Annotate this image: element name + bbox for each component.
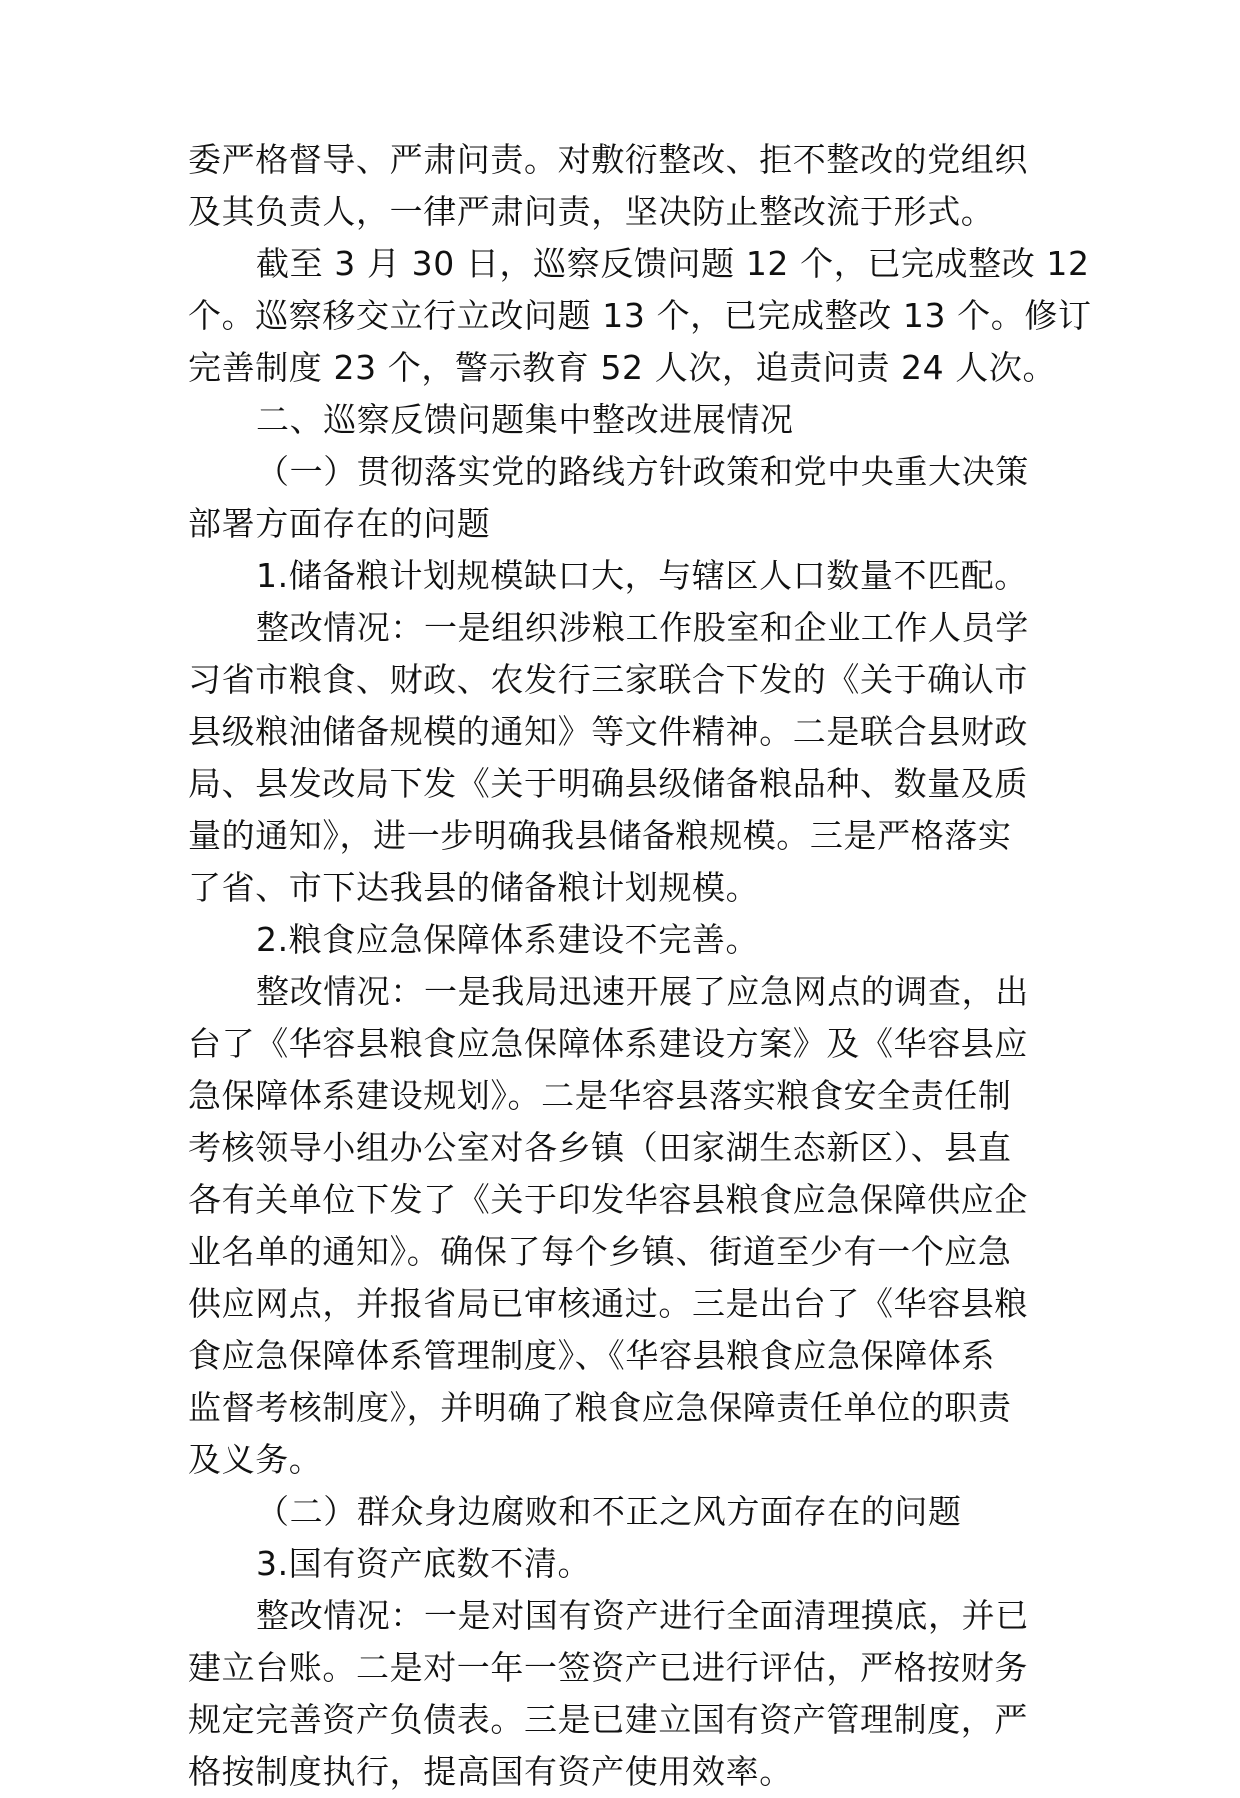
body-line: 格按制度执行，提高国有资产使用效率。 [188, 1752, 793, 1791]
paragraph-start-line: 整改情况：一是对国有资产进行全面清理摸底，并已 [256, 1596, 1029, 1635]
body-line: 考核领导小组办公室对各乡镇（田家湖生态新区）、县直 [188, 1128, 1012, 1167]
body-line: 急保障体系建设规划》。二是华容县落实粮食安全责任制 [188, 1076, 1012, 1115]
issue-title: 1.储备粮计划规模缺口大，与辖区人口数量不匹配。 [256, 556, 1028, 595]
body-line: 及义务。 [188, 1440, 323, 1479]
body-line: 监督考核制度》，并明确了粮食应急保障责任单位的职责 [188, 1388, 1012, 1427]
body-line: 习省市粮食、财政、农发行三家联合下发的《关于确认市 [188, 660, 1028, 699]
body-line: 规定完善资产负债表。三是已建立国有资产管理制度，严 [188, 1700, 1028, 1739]
body-line: 供应网点，并报省局已审核通过。三是出台了《华容县粮 [188, 1284, 1028, 1323]
body-line: 了省、市下达我县的储备粮计划规模。 [188, 868, 760, 907]
subsection-heading: （二）群众身边腐败和不正之风方面存在的问题 [256, 1492, 962, 1531]
issue-title: 3.国有资产底数不清。 [256, 1544, 592, 1583]
paragraph-start-line: 整改情况：一是我局迅速开展了应急网点的调查，出 [256, 972, 1029, 1011]
body-line: 台了《华容县粮食应急保障体系建设方案》及《华容县应 [188, 1024, 1028, 1063]
body-line: 建立台账。二是对一年一签资产已进行评估，严格按财务 [188, 1648, 1028, 1687]
body-line: 食应急保障体系管理制度》、《华容县粮食应急保障体系 [188, 1336, 995, 1375]
body-line: 县级粮油储备规模的通知》等文件精神。二是联合县财政 [188, 712, 1028, 751]
body-line: 个。巡察移交立行立改问题 13 个，已完成整改 13 个。修订 [188, 296, 1092, 335]
subsection-heading-continuation: 部署方面存在的问题 [188, 504, 491, 543]
subsection-heading: （一）贯彻落实党的路线方针政策和党中央重大决策 [256, 452, 1029, 491]
body-line: 完善制度 23 个，警示教育 52 人次，追责问责 24 人次。 [188, 348, 1057, 387]
body-line: 局、县发改局下发《关于明确县级储备粮品种、数量及质 [188, 764, 1028, 803]
body-line: 各有关单位下发了《关于印发华容县粮食应急保障供应企 [188, 1180, 1028, 1219]
issue-title: 2.粮食应急保障体系建设不完善。 [256, 920, 760, 959]
section-heading: 二、巡察反馈问题集中整改进展情况 [256, 400, 794, 439]
body-line: 业名单的通知》。确保了每个乡镇、街道至少有一个应急 [188, 1232, 1012, 1271]
body-line: 委严格督导、严肃问责。对敷衍整改、拒不整改的党组织 [188, 140, 1028, 179]
paragraph-start-line: 截至 3 月 30 日，巡察反馈问题 12 个，已完成整改 12 [256, 244, 1090, 283]
body-line: 及其负责人，一律严肃问责，坚决防止整改流于形式。 [188, 192, 995, 231]
paragraph-start-line: 整改情况：一是组织涉粮工作股室和企业工作人员学 [256, 608, 1029, 647]
body-line: 量的通知》，进一步明确我县储备粮规模。三是严格落实 [188, 816, 1012, 855]
